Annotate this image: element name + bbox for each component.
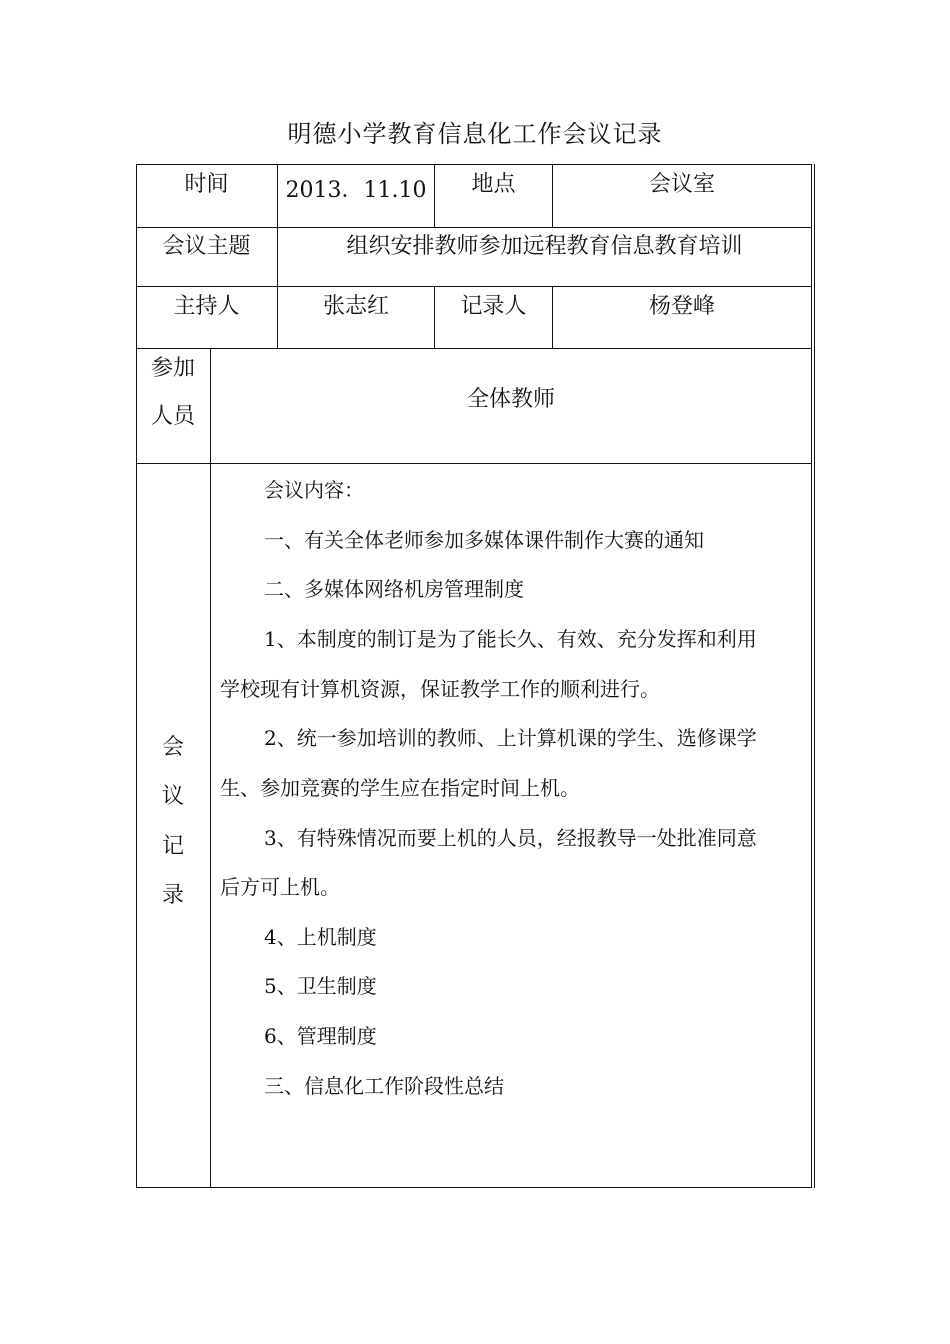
topic-value: 组织安排教师参加远程教育信息教育培训 [346,234,743,259]
record-label-char: 议 [161,784,184,809]
row-divider [136,348,812,349]
record-line: 4、上机制度 [264,925,377,949]
record-label-char: 记 [161,834,184,859]
recorder-label: 记录人 [460,294,527,319]
record-label-char: 录 [161,883,184,908]
row-divider [136,463,812,464]
page-title: 明德小学教育信息化工作会议记录 [287,120,663,148]
time-label: 时间 [184,172,229,197]
topic-label: 会议主题 [162,234,251,259]
host-value: 张志红 [322,294,389,319]
record-line: 后方可上机。 [220,875,340,899]
table-border-top [136,164,812,165]
record-line: 3、有特殊情况而要上机的人员，经报教导一处批准同意 [264,826,757,850]
row-divider [136,227,812,228]
record-line: 一、有关全体老师参加多媒体课件制作大赛的通知 [264,528,704,552]
attendees-label: 人员 [150,404,195,429]
record-label-char: 会 [161,735,184,760]
record-line: 会议内容： [264,478,364,502]
time-value: 2013．11.10 [285,178,427,203]
record-line: 2、统一参加培训的教师、上计算机课的学生、选修课学 [264,726,757,750]
record-line: 6、管理制度 [264,1024,377,1048]
host-label: 主持人 [173,294,240,319]
record-line: 1、本制度的制订是为了能长久、有效、充分发挥和利用 [264,627,757,651]
meeting-record-table [136,164,812,1188]
record-line: 生、参加竞赛的学生应在指定时间上机。 [220,776,580,800]
row-divider [136,286,812,287]
place-label: 地点 [471,172,516,197]
table-border-bottom [136,1187,812,1188]
record-line: 二、多媒体网络机房管理制度 [264,577,524,601]
attendees-label: 参加 [150,356,195,381]
table-border-right [811,164,812,1188]
attendees-value: 全体教师 [466,387,555,412]
recorder-value: 杨登峰 [648,294,715,319]
col-divider [210,348,211,1188]
record-line: 5、卫生制度 [264,974,377,998]
place-value: 会议室 [648,172,715,197]
record-line: 三、信息化工作阶段性总结 [264,1074,504,1098]
record-line: 学校现有计算机资源，保证教学工作的顺利进行。 [220,677,660,701]
